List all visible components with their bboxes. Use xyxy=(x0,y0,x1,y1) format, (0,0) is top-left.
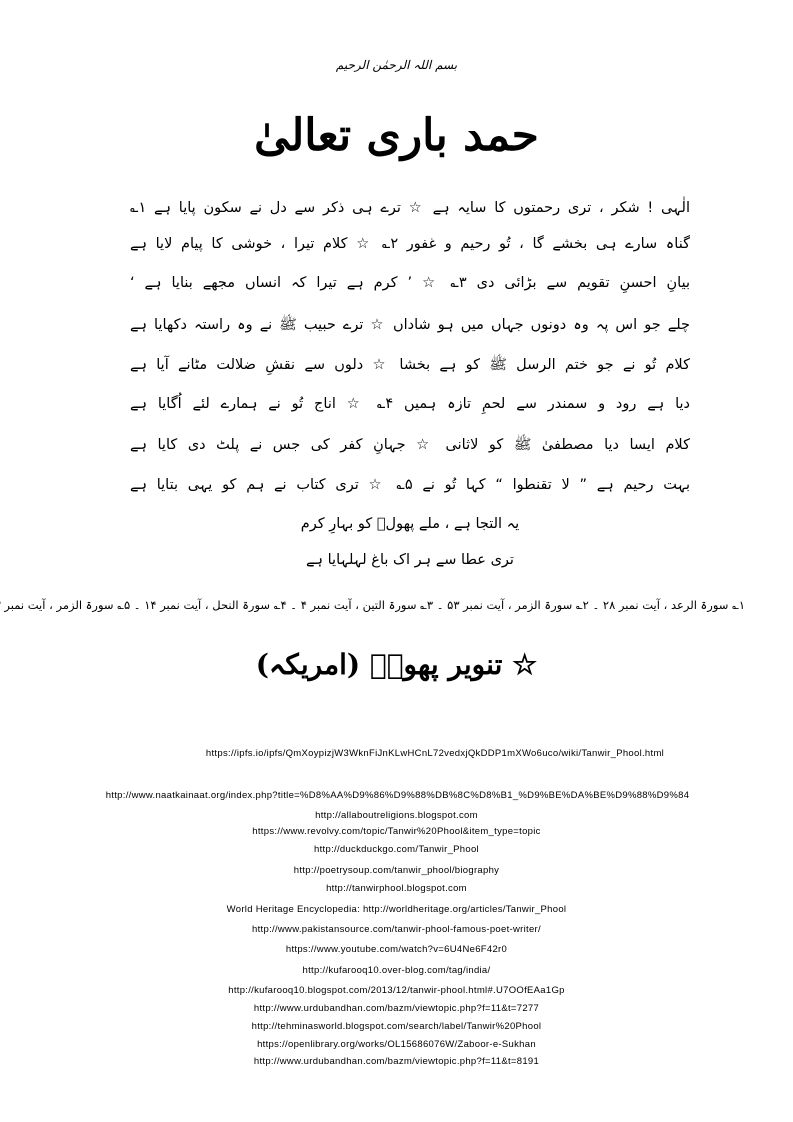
poem-line-5: کلام تُو نے جو ختم الرسل ﷺ کو ہے بخشا ☆ دلوں سے نقشِ ضلالت مٹانے آیا ہے xyxy=(130,357,690,373)
reference-link-4[interactable]: https://www.revolvy.com/topic/Tanwir%20Phool&item_type=topic xyxy=(252,826,541,837)
poem-line-10: تری عطا سے ہر اک باغ لہلہایا ہے xyxy=(306,552,514,568)
poem-line-1: الٰہی ! شکر ، تری رحمتوں کا سایہ ہے ☆ ترے ہی ذکر سے دل نے سکون پایا ہے ۱؎ xyxy=(130,200,690,216)
poem-line-9: یہ التجا ہے ، ملے پھولؔ کو بہارِ کرم xyxy=(300,516,520,532)
poem-line-4: چلے جو اس پہ وہ دونوں جہاں میں ہو شاداں ☆ ترے حبیب ﷺ نے وہ راستہ دکھایا ہے xyxy=(130,317,690,333)
poem-line-2: گناہ سارے ہی بخشے گا ، تُو رحیم و غفور ۲؎ ☆ کلام تیرا ، خوشی کا پیام لایا ہے xyxy=(130,236,690,252)
reference-link-3[interactable]: http://allaboutreligions.blogspot.com xyxy=(315,810,478,821)
bismillah: بسم اللہ الرحمٰن الرحیم xyxy=(335,58,458,72)
reference-link-2[interactable]: http://www.naatkainaat.org/index.php?title=%D8%AA%D9%86%D9%88%DB%8C%D8%B1_%D9%BE%DA%BE%D9%88%D9%84 xyxy=(105,790,690,801)
reference-link-15[interactable]: https://openlibrary.org/works/OL15686076W/Zaboor-e-Sukhan xyxy=(257,1039,536,1050)
poet-signature: ☆ تنویر پھولؔ (امریکہ) xyxy=(255,648,538,681)
reference-link-11[interactable]: http://kufarooq10.over-blog.com/tag/india/ xyxy=(302,965,491,976)
page-title: حمد باری تعالیٰ xyxy=(254,110,539,161)
reference-link-5[interactable]: http://duckduckgo.com/Tanwir_Phool xyxy=(314,844,479,855)
reference-link-14[interactable]: http://tehminasworld.blogspot.com/search/label/Tanwir%20Phool xyxy=(251,1021,542,1032)
reference-link-9[interactable]: http://www.pakistansource.com/tanwir-phool-famous-poet-writer/ xyxy=(252,924,541,935)
reference-link-16[interactable]: http://www.urdubandhan.com/bazm/viewtopic.php?f=11&t=8191 xyxy=(253,1056,540,1067)
reference-link-8[interactable]: World Heritage Encyclopedia: http://worldheritage.org/articles/Tanwir_Phool xyxy=(226,904,567,915)
reference-link-12[interactable]: http://kufarooq10.blogspot.com/2013/12/tanwir-phool.html#.U7OOfEAa1Gp xyxy=(228,985,565,996)
poem-line-6: دیا ہے رود و سمندر سے لحمِ تازہ ہمیں ۴؎ ☆ اناج تُو نے ہمارے لئے اُگایا ہے xyxy=(130,396,690,412)
reference-link-13[interactable]: http://www.urdubandhan.com/bazm/viewtopic.php?f=11&t=7277 xyxy=(253,1003,540,1014)
reference-link-6[interactable]: http://poetrysoup.com/tanwir_phool/biography xyxy=(293,865,500,876)
reference-link-7[interactable]: http://tanwirphool.blogspot.com xyxy=(326,883,467,894)
footnotes: ۱؎ سورۃ الرعد ، آیت نمبر ۲۸ ۔ ۲؎ سورۃ الزمر ، آیت نمبر ۵۳ ۔ ۳؎ سورۃ التین ، آیت نمبر ۴ ۔ ۴؎ سورۃ النحل ، آیت نمبر ۱۴ ۔ ۵؎ سورۃ الزمر ، آیت نمبر xyxy=(4,598,745,612)
poem-line-3: بیانِ احسنِ تقویم سے بڑائی دی ۳؎ ☆ ’ کرم ہے تیرا کہ انساں مجھے بنایا ہے ‘ xyxy=(130,275,690,291)
reference-link-10[interactable]: https://www.youtube.com/watch?v=6U4Ne6F42r0 xyxy=(285,944,508,955)
reference-link-1[interactable]: https://ipfs.io/ipfs/QmXoypizjW3WknFiJnKLwHCnL72vedxjQkDDP1mXWo6uco/wiki/Tanwir_Phool.html xyxy=(205,748,665,759)
poem-line-8: بہت رحیم ہے ” لا تقنطوا “ کہا تُو نے ۵؎ ☆ تری کتاب نے ہم کو یہی بتایا ہے xyxy=(130,477,690,493)
poem-line-7: کلام ایسا دیا مصطفیٰ ﷺ کو لاثانی ☆ جہانِ کفر کی جس نے پلٹ دی کایا ہے xyxy=(130,437,690,453)
